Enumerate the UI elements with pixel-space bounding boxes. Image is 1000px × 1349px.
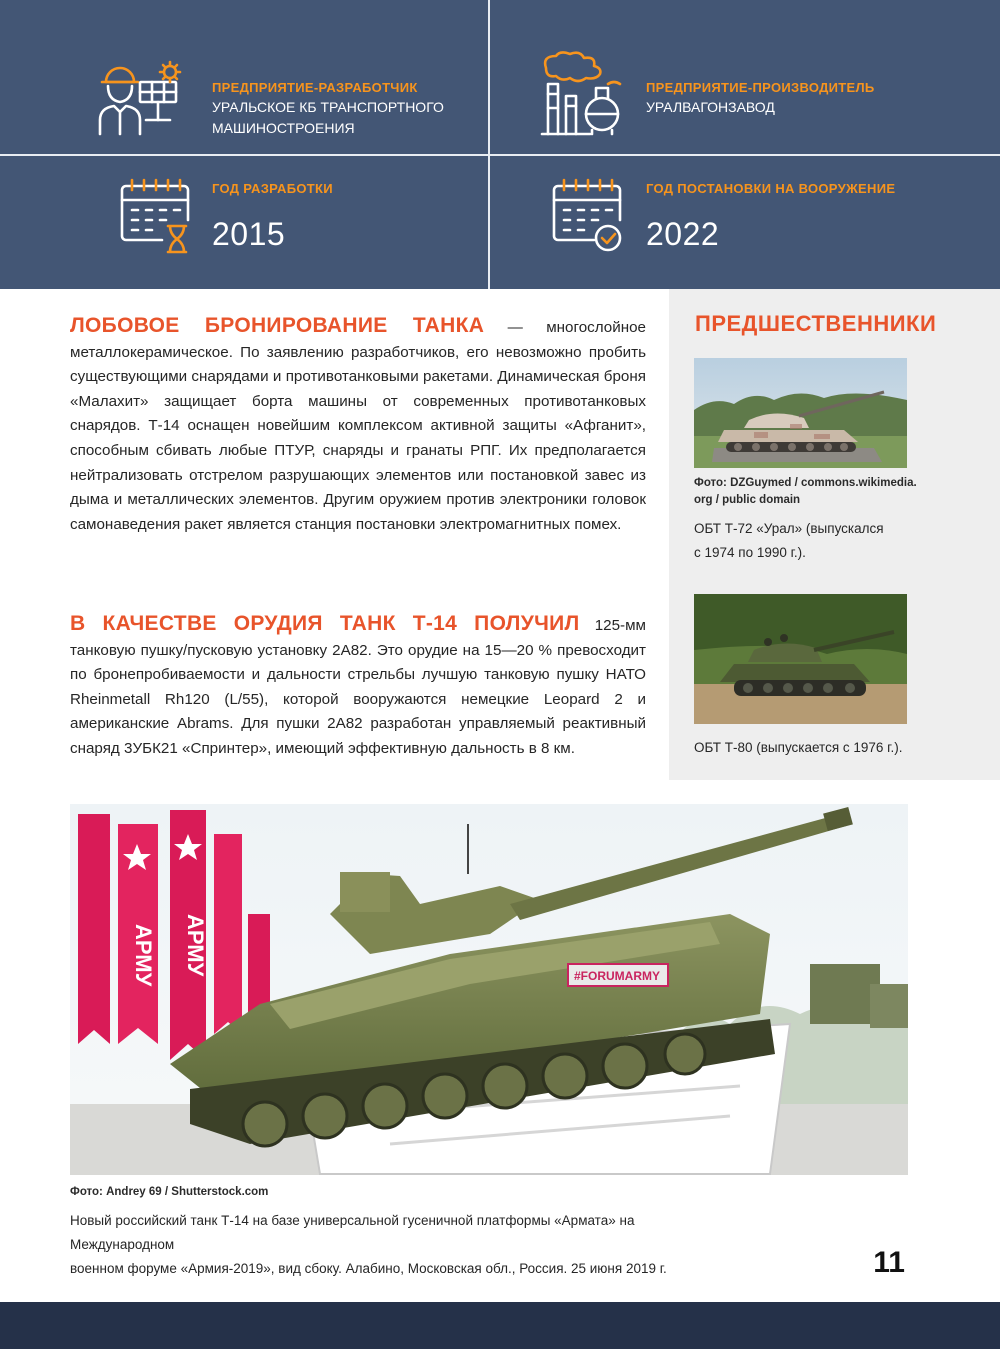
hull-sign-text: #FORUMARMY	[574, 969, 660, 983]
hull-sign	[568, 964, 668, 986]
predecessors-sidebar	[669, 289, 1000, 780]
calendar-check-icon	[550, 178, 624, 254]
t72-caption	[694, 517, 884, 565]
info-panel	[0, 0, 1000, 289]
t72-photo	[694, 358, 907, 468]
service-year-label: ГОД ПОСТАНОВКИ НА ВООРУЖЕНИЕ	[646, 181, 896, 196]
gun-lead: В КАЧЕСТВЕ ОРУДИЯ ТАНК Т-14 ПОЛУЧИЛ	[70, 612, 580, 635]
t14-credit: Фото: Andrey 69 / Shutterstock.com	[70, 1186, 269, 1198]
t72-credit	[694, 475, 917, 509]
armor-text: — многослойное металлокерамическое. По заявлению разработчиков, его невозможно пробить существующими снарядами и противотанковыми ракетами. Динамическая броня «Малахит» защищает борта машины от современных противотанковых снарядов. Т-14 оснащен новейшим комплексом активной защиты «Афганит», способным сбивать любые ПТУР, снаряды и гранаты РПГ. Их предполагается нейтрализовать отстрелом разрушающих элементов или постановкой завес из дыма и металлических элементов. Другим оружием против электроники головок самонаведения ракет является станция постановки электромагнитных помех.	[70, 319, 646, 533]
t14-caption-line2: военном форуме «Армия-2019», вид сбоку. Алабино, Московская обл., Россия. 25 июня 2019 г.	[70, 1261, 667, 1276]
developer-value	[212, 97, 444, 139]
t14-caption-line1: Новый российский танк Т-14 на базе универсальной гусеничной платформы «Армата» на Международном	[70, 1213, 635, 1252]
developer-cell	[0, 0, 488, 154]
flag-text: АРМУ	[131, 924, 156, 987]
t80-photo	[694, 594, 907, 724]
manufacturer-label: ПРЕДПРИЯТИЕ-ПРОИЗВОДИТЕЛЬ	[646, 80, 875, 95]
developer-label: ПРЕДПРИЯТИЕ-РАЗРАБОТЧИК	[212, 80, 418, 95]
t72-credit-line2: org / public domain	[694, 494, 801, 506]
dev-year-cell	[0, 156, 488, 289]
flag-text-2: АРМУ	[183, 914, 208, 977]
footer-band	[0, 1302, 1000, 1349]
manufacturer-cell	[490, 0, 1000, 154]
predecessors-title: ПРЕДШЕСТВЕННИКИ	[695, 311, 937, 336]
t72-caption-line2: с 1974 по 1990 г.).	[694, 545, 806, 560]
t80-caption: ОБТ Т-80 (выпускается с 1976 г.).	[694, 740, 903, 755]
t72-caption-line1: ОБТ Т-72 «Урал» (выпускался	[694, 521, 884, 536]
factory-icon	[540, 50, 624, 136]
calendar-hourglass-icon	[118, 178, 192, 254]
armor-paragraph	[70, 314, 646, 537]
service-year-cell	[490, 156, 1000, 289]
developer-value-line2: МАШИНОСТРОЕНИЯ	[212, 120, 355, 136]
developer-value-line1: УРАЛЬСКОЕ КБ ТРАНСПОРТНОГО	[212, 99, 444, 115]
manufacturer-value: УРАЛВАГОНЗАВОД	[646, 99, 775, 115]
t14-caption	[70, 1209, 690, 1281]
engineer-icon	[96, 60, 192, 138]
dev-year-label: ГОД РАЗРАБОТКИ	[212, 181, 333, 196]
page-number: 11	[873, 1246, 905, 1279]
t14-photo	[70, 804, 908, 1175]
gun-text: 125-мм танковую пушку/пусковую установку 2А82. Это орудие на 15—20 % превосходит по бронепробиваемости и дальности стрельбы лучшую танковую пушку НАТО Rheinmetall Rh120 (L/55), которой вооружаются немецкие Leopard 2 и американские Abrams. Для пушки 2А82 разработан управляемый реактивный снаряд 3УБК21 «Спринтер», имеющий эффективную дальность в 8 км.	[70, 617, 646, 757]
t72-credit-line1: Фото: DZGuymed / commons.wikimedia.	[694, 477, 917, 489]
dev-year-value: 2015	[212, 216, 286, 252]
armor-lead: ЛОБОВОЕ БРОНИРОВАНИЕ ТАНКА	[70, 314, 485, 337]
gun-paragraph	[70, 612, 646, 762]
service-year-value: 2022	[646, 216, 720, 252]
